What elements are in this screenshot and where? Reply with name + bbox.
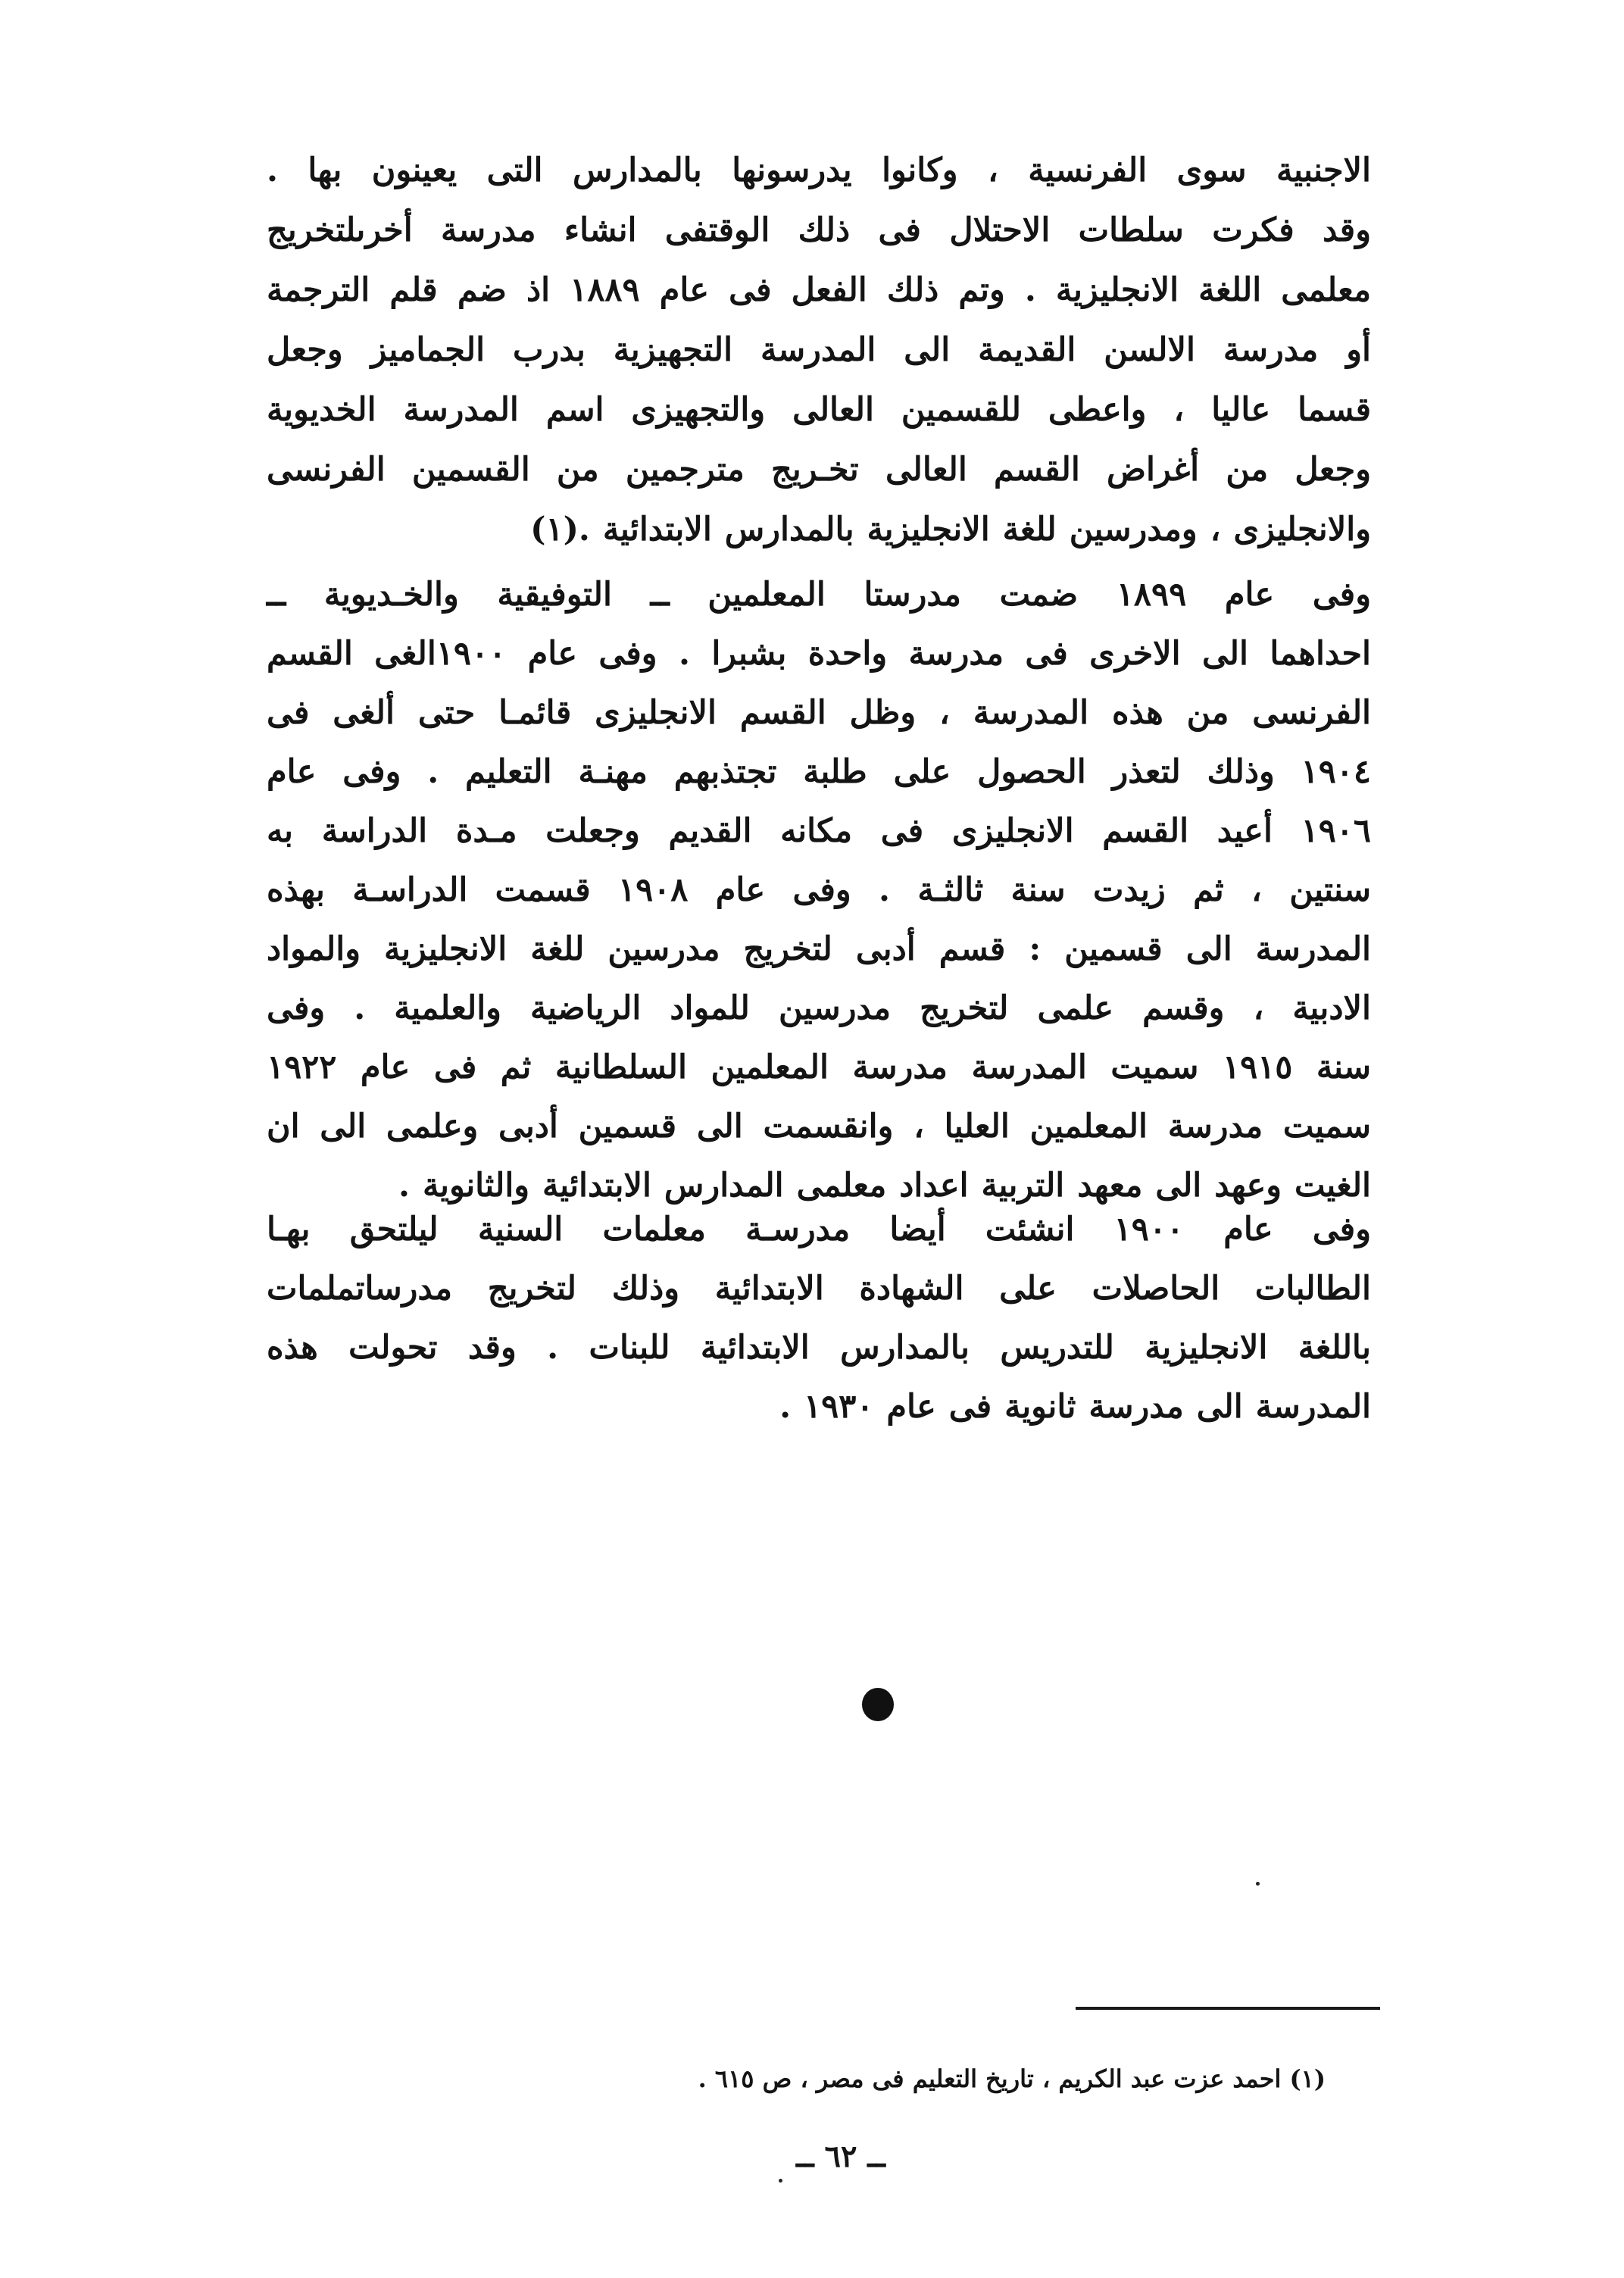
ink-speck	[779, 2179, 782, 2183]
ink-speck	[1256, 1882, 1260, 1886]
text-line: الفرنسى من هذه المدرسة ، وظل القسم الانجليزى قائمـا حتى ألغى فى	[267, 694, 1371, 732]
text-line: سميت مدرسة المعلمين العليا ، وانقسمت الى قسمين أدبى وعلمى الى ان	[267, 1108, 1371, 1145]
text-line: المدرسة الى قسمين : قسم أدبى لتخريج مدرسين للغة الانجليزية والمواد	[267, 930, 1371, 968]
text-line: الادبية ، وقسم علمى لتخريج مدرسين للمواد الرياضية والعلمية . وفى	[267, 989, 1371, 1027]
text-line: وجعل من أغراض القسم العالى تخـريج مترجمين من القسمين الفرنسى	[267, 451, 1371, 489]
text-line: ١٩٠٦ أعيد القسم الانجليزى فى مكانه القديم وجعلت مـدة الدراسة به	[267, 812, 1371, 850]
text-line: والانجليزى ، ومدرسين للغة الانجليزية بالمدارس الابتدائية .(١)	[530, 511, 1371, 548]
footnote-divider	[1076, 2007, 1380, 2010]
text-line: وفى عام ١٩٠٠ انشئت أيضا مدرسـة معلمات السنية ليلتحق بهـا	[267, 1211, 1371, 1248]
paragraph-1	[267, 141, 1371, 560]
text-line: وفى عام ١٨٩٩ ضمت مدرستا المعلمين ــ التوفيقية والخـديوية ــ	[267, 576, 1372, 614]
paragraph-3	[267, 1200, 1371, 1436]
text-line: معلمى اللغة الانجليزية . وتم ذلك الفعل فى عام ١٨٨٩ اذ ضم قلم الترجمة	[267, 271, 1372, 309]
text-line: المدرسة الى مدرسة ثانوية فى عام ١٩٣٠ .	[779, 1388, 1371, 1426]
ink-dot	[862, 1688, 894, 1721]
text-line: أو مدرسة الالسن القديمة الى المدرسة التجهيزية بدرب الجماميز وجعل	[267, 331, 1371, 369]
text-line: قسما عاليا ، واعطى للقسمين العالى والتجهيزى اسم المدرسة الخديوية	[267, 391, 1371, 429]
text-line: الغيت وعهد الى معهد التربية اعداد معلمى المدارس الابتدائية والثانوية .	[398, 1167, 1371, 1205]
text-line: سنة ١٩١٥ سميت المدرسة مدرسة المعلمين السلطانية ثم فى عام ١٩٢٢	[267, 1048, 1371, 1086]
text-line: ١٩٠٤ وذلك لتعذر الحصول على طلبة تجتذبهم مهنـة التعليم . وفى عام	[267, 753, 1371, 791]
footnote: (١) احمد عزت عبد الكريم ، تاريخ التعليم فى مصر ، ص ٦١٥ .	[698, 2064, 1326, 2093]
text-line: احداهما الى الاخرى فى مدرسة واحدة بشبرا . وفى عام ١٩٠٠الغى القسم	[267, 635, 1371, 673]
page-number: ــ ٦٢ ــ	[796, 2139, 885, 2174]
text-line: وقد فكرت سلطات الاحتلال فى ذلك الوقتفى انشاء مدرسة أخرىلتخريج	[267, 211, 1371, 249]
text-line: الاجنبية سوى الفرنسية ، وكانوا يدرسونها بالمدارس التى يعينون بها .	[267, 152, 1371, 189]
text-line: سنتين ، ثم زيدت سنة ثالثـة . وفى عام ١٩٠٨ قسمت الدراسـة بهذه	[267, 871, 1371, 909]
text-line: الطالبات الحاصلات على الشهادة الابتدائية وذلك لتخريج مدرساتملمات	[267, 1270, 1371, 1308]
paragraph-2	[267, 565, 1371, 1215]
text-line: باللغة الانجليزية للتدريس بالمدارس الابتدائية للبنات . وقد تحولت هذه	[267, 1329, 1371, 1367]
